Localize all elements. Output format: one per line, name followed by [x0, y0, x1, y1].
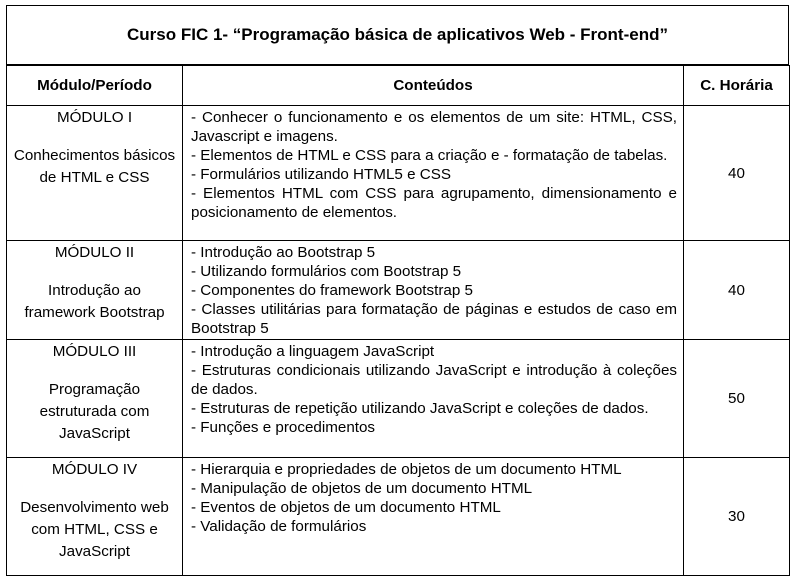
content-item: - Eventos de objetos de um documento HTML — [191, 499, 501, 516]
content-item: - Conhecer o funcionamento e os elementos de um site: HTML, CSS, Javascript e imagens. — [191, 109, 677, 145]
hours-cell: 40 — [684, 106, 790, 241]
content-item: - Elementos HTML com CSS para agrupamento, dimensionamento e posicionamento de elementos. — [191, 185, 677, 221]
module-name: MÓDULO IV — [51, 461, 138, 478]
content-item: - Introdução a linguagem JavaScript — [191, 343, 435, 360]
table-row — [7, 340, 790, 458]
content-item: - Manipulação de objetos de um documento HTML — [191, 480, 533, 497]
module-cell — [7, 106, 183, 241]
header-contents: Conteúdos — [183, 66, 684, 106]
content-item: - Funções e procedimentos — [191, 419, 376, 436]
content-item: - Classes utilitárias para formatação de páginas e estudos de caso em Bootstrap 5 — [191, 301, 677, 337]
table-header-row — [7, 66, 790, 106]
course-title: Curso FIC 1- “Programação básica de aplicativos Web - Front-end” — [6, 5, 789, 65]
module-cell — [7, 340, 183, 458]
content-item: - Estruturas condicionais utilizando JavaScript e introdução à coleções de dados. — [191, 362, 677, 398]
module-description: Programação estruturada com JavaScript — [39, 381, 150, 442]
header-module: Módulo/Período — [7, 66, 183, 106]
module-description: Conhecimentos básicos de HTML e CSS — [13, 147, 176, 186]
module-name: MÓDULO III — [52, 343, 137, 360]
module-name: MÓDULO I — [56, 109, 133, 126]
content-item: - Hierarquia e propriedades de objetos de um documento HTML — [191, 461, 622, 478]
module-description: Desenvolvimento web com HTML, CSS e JavaScript — [20, 499, 169, 560]
content-item: - Utilizando formulários com Bootstrap 5 — [191, 263, 462, 280]
hours-cell: 30 — [684, 458, 790, 576]
module-name: MÓDULO II — [54, 244, 135, 261]
module-description: Introdução ao framework Bootstrap — [24, 282, 165, 321]
table-row — [7, 458, 790, 576]
content-item: - Componentes do framework Bootstrap 5 — [191, 282, 473, 299]
module-cell — [7, 241, 183, 340]
hours-cell: 50 — [684, 340, 790, 458]
content-item: - Formulários utilizando HTML5 e CSS — [191, 166, 451, 183]
contents-cell — [183, 458, 684, 576]
contents-cell — [183, 340, 684, 458]
hours-cell: 40 — [684, 241, 790, 340]
contents-cell — [183, 241, 684, 340]
content-item: - Estruturas de repetição utilizando JavaScript e coleções de dados. — [191, 400, 649, 417]
contents-cell — [183, 106, 684, 241]
content-item: - Elementos de HTML e CSS para a criação e - formatação de tabelas. — [191, 147, 668, 164]
curriculum-table — [6, 65, 790, 576]
module-cell — [7, 458, 183, 576]
content-item: - Validação de formulários — [191, 518, 367, 535]
content-item: - Introdução ao Bootstrap 5 — [191, 244, 376, 261]
table-row — [7, 241, 790, 340]
course-document — [6, 5, 789, 569]
table-row — [7, 106, 790, 241]
header-hours: C. Horária — [684, 66, 790, 106]
